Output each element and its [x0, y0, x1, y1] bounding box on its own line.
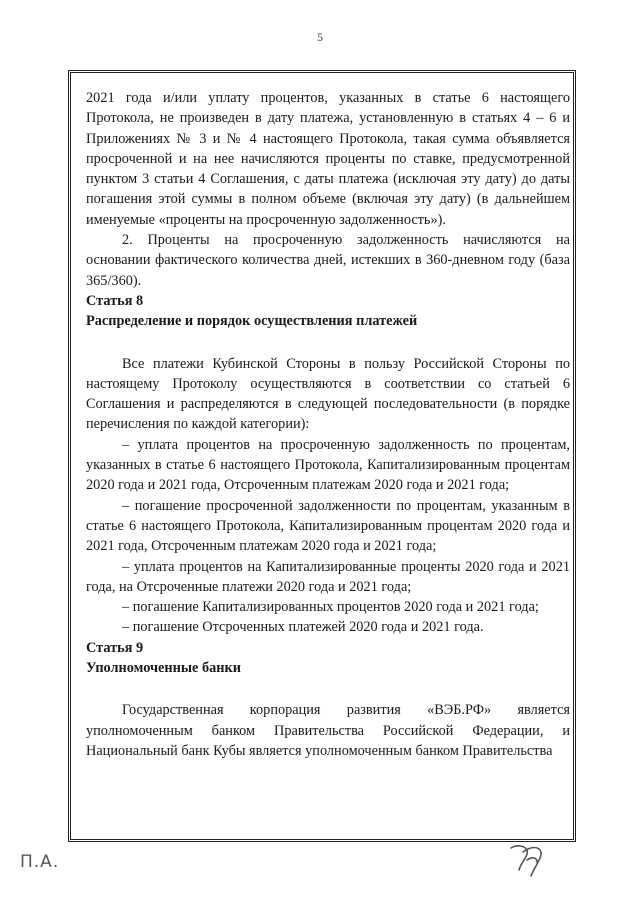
article-9-intro: Государственная корпорация развития «ВЭБ.РФ» является уполномоченным банком Правительства Российской Федерации, и Национальный банк Кубы является уполномоченным банком Правительства: [86, 702, 570, 759]
article-8-item-2: – погашение просроченной задолженности по процентам, указанным в статье 6 настоящего Протокола, Капитализированным процентам 2020 года и 2021 года, Отсроченным платежам 2020 года и 2021 года;: [86, 497, 570, 555]
document-body: [86, 88, 570, 761]
handwritten-initials: П.А.: [20, 852, 60, 872]
article-8-title: Распределение и порядок осуществления платежей: [86, 313, 418, 330]
paragraph-2: 2. Проценты на просроченную задолженность начисляются на основании фактического количества дней, истекших в 360-дневном году (база 365/360).: [86, 232, 570, 289]
article-8-item-4: – погашение Капитализированных процентов 2020 года и 2021 года;: [122, 599, 539, 616]
article-8-number: Статья 8: [86, 292, 144, 309]
paragraph-continuation: 2021 года и/или уплату процентов, указанных в статье 6 настоящего Протокола, не произведен в дату платежа, установленную в статьях 4 – 6 и Приложениях № 3 и № 4 настоящего Протокола, такая сумма объявляется просроченной и на нее начисляются проценты по ставке, предусмотренной пунктом 3 статьи 4 Соглашения, с даты платежа (исключая эту дату) до даты погашения этой суммы в полном объеме (включая эту дату) (в дальнейшем именуемые «проценты на просроченную задолженность»).: [86, 90, 570, 228]
article-9-number: Статья 9: [86, 639, 144, 656]
article-9-title: Уполномоченные банки: [86, 660, 241, 677]
article-8-intro: Все платежи Кубинской Стороны в пользу Российской Стороны по настоящему Протоколу осуществляются в соответствии со статьей 6 Соглашения и распределяются в следующей последовательности (в порядке перечисления по каждой категории):: [86, 355, 570, 433]
article-8-item-5: – погашение Отсроченных платежей 2020 года и 2021 года.: [122, 619, 484, 636]
handwritten-signature: [507, 840, 547, 885]
page-number: 5: [317, 30, 323, 44]
article-8-item-1: – уплата процентов на просроченную задолженность по процентам, указанных в статье 6 настоящего Протокола, Капитализированным процентам 2020 года и 2021 года, Отсроченным платежам 2020 года и 2021 года;: [86, 436, 570, 494]
article-8-item-3: – уплата процентов на Капитализированные проценты 2020 года и 2021 года, на Отсроченные платежи 2020 года и 2021 года;: [86, 558, 570, 595]
